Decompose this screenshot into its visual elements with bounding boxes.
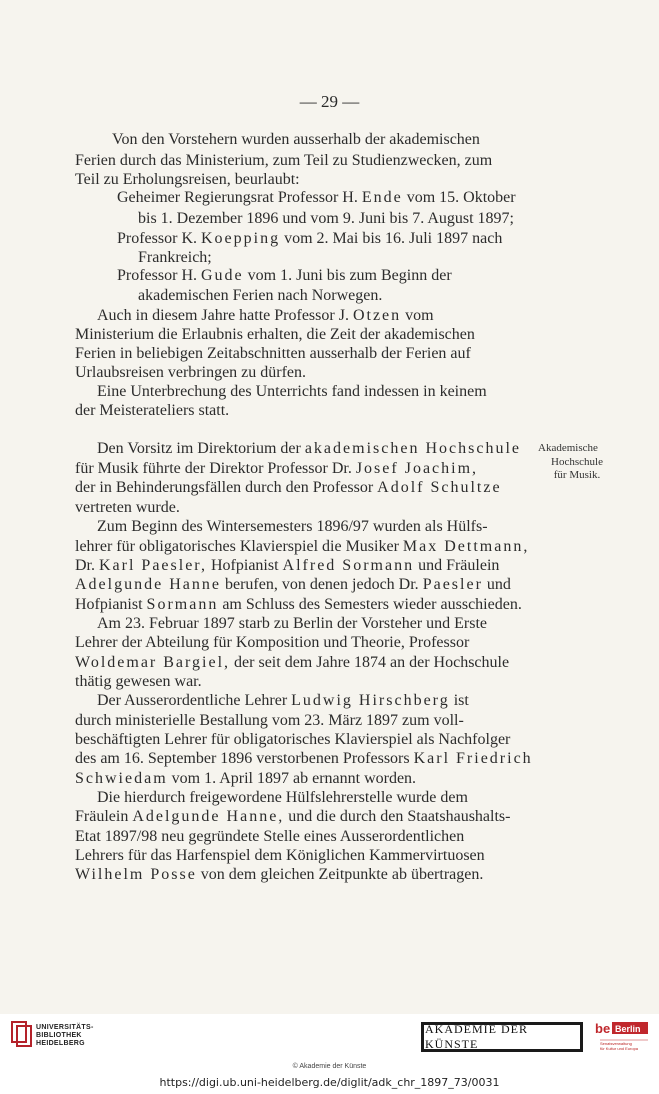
text-line: Der Ausserordentliche Lehrer Ludwig Hirschberg ist	[97, 692, 469, 709]
svg-text:be: be	[595, 1021, 611, 1036]
text-line: Eine Unterbrechung des Unterrichts fand indessen in keinem	[97, 383, 487, 400]
text-line: Teil zu Erholungsreisen, beurlaubt:	[75, 171, 300, 188]
text-line: durch ministerielle Bestallung vom 23. März 1897 zum voll-	[75, 712, 464, 729]
margin-note: Akademische	[538, 442, 598, 454]
text-line: Professor H. Gude vom 1. Juni bis zum Beginn der	[117, 267, 452, 284]
text-line: Auch in diesem Jahre hatte Professor J. Otzen vom	[97, 307, 434, 324]
copyright-text: © Akademie der Künste	[292, 1063, 367, 1070]
text-line: Ferien in beliebigen Zeitabschnitten ausserhalb der Ferien auf	[75, 345, 471, 362]
be-sub-text: Senatsverwaltung	[600, 1041, 632, 1046]
text-line: Ministerium die Erlaubnis erhalten, die Zeit der akademischen	[75, 326, 475, 343]
text-line: Schwiedam vom 1. April 1897 ab ernannt worden.	[75, 770, 417, 787]
text-line: bis 1. Dezember 1896 und vom 9. Juni bis 7. August 1897;	[138, 210, 514, 227]
margin-note: Hochschule	[551, 456, 603, 468]
text-line: vertreten wurde.	[75, 499, 180, 516]
text-line: Dr. Karl Paesler, Hofpianist Alfred Sormann und Fräulein	[75, 557, 500, 574]
akademie-logo	[421, 1022, 583, 1052]
text-line: für Musik führte der Direktor Professor Dr. Josef Joachim,	[75, 460, 479, 477]
text-line: Etat 1897/98 neu gegründete Stelle eines Ausserordentlichen	[75, 828, 465, 845]
university-logo-text: BIBLIOTHEK	[36, 1032, 82, 1039]
text-line: Lehrers für das Harfenspiel dem Königlichen Kammervirtuosen	[75, 847, 485, 864]
text-line: Urlaubsreisen verbringen zu dürfen.	[75, 364, 307, 381]
text-line: thätig gewesen war.	[75, 673, 202, 690]
text-line: Geheimer Regierungsrat Professor H. Ende vom 15. Oktober	[117, 189, 516, 206]
text-line: Frankreich;	[138, 249, 212, 266]
university-library-logo-icon	[10, 1018, 34, 1048]
text-line: Den Vorsitz im Direktorium der akademischen Hochschule	[97, 440, 521, 457]
text-line: Von den Vorstehern wurden ausserhalb der akademischen	[112, 131, 480, 148]
source-url-link[interactable]: https://digi.ub.uni-heidelberg.de/diglit/adk_chr_1897_73/0031	[159, 1076, 500, 1089]
text-line: Adelgunde Hanne berufen, von denen jedoch Dr. Paesler und	[75, 576, 511, 593]
text-line: Ferien durch das Ministerium, zum Teil zu Studienzwecken, zum	[75, 152, 493, 169]
text-line: der Meisterateliers statt.	[75, 402, 230, 419]
university-logo-text: UNIVERSITÄTS-	[36, 1024, 94, 1031]
text-line: beschäftigten Lehrer für obligatorisches Klavierspiel als Nachfolger	[75, 731, 511, 748]
text-line: akademischen Ferien nach Norwegen.	[138, 287, 383, 304]
svg-text:Berlin: Berlin	[615, 1024, 641, 1034]
text-line: Die hierdurch freigewordene Hülfslehrerstelle wurde dem	[97, 789, 468, 806]
akademie-logo-label: AKADEMIE DER KÜNSTE	[424, 1025, 580, 1049]
text-line: Professor K. Koepping vom 2. Mai bis 16. Juli 1897 nach	[117, 230, 503, 247]
university-logo-text: HEIDELBERG	[36, 1040, 85, 1047]
page-number: — 29 —	[299, 92, 360, 111]
text-line: Wilhelm Posse von dem gleichen Zeitpunkte ab übertragen.	[75, 866, 484, 883]
text-line: Hofpianist Sormann am Schluss des Semesters wieder ausschieden.	[75, 596, 522, 613]
margin-note: für Musik.	[553, 469, 601, 481]
text-line: Woldemar Bargiel, der seit dem Jahre 1874 an der Hochschule	[75, 654, 510, 671]
text-line: Fräulein Adelgunde Hanne, und die durch den Staatshaushalts-	[75, 808, 511, 825]
text-line: des am 16. September 1896 verstorbenen Professors Karl Friedrich	[75, 750, 533, 767]
text-line: der in Behinderungsfällen durch den Professor Adolf Schultze	[75, 479, 502, 496]
text-line: Am 23. Februar 1897 starb zu Berlin der Vorsteher und Erste	[97, 615, 487, 632]
text-line: lehrer für obligatorisches Klavierspiel die Musiker Max Dettmann,	[75, 538, 530, 555]
text-line: Lehrer der Abteilung für Komposition und Theorie, Professor	[75, 634, 470, 651]
text-line: Zum Beginn des Wintersemesters 1896/97 wurden als Hülfs-	[97, 518, 488, 535]
be-sub-text: für Kultur und Europa	[600, 1046, 639, 1051]
